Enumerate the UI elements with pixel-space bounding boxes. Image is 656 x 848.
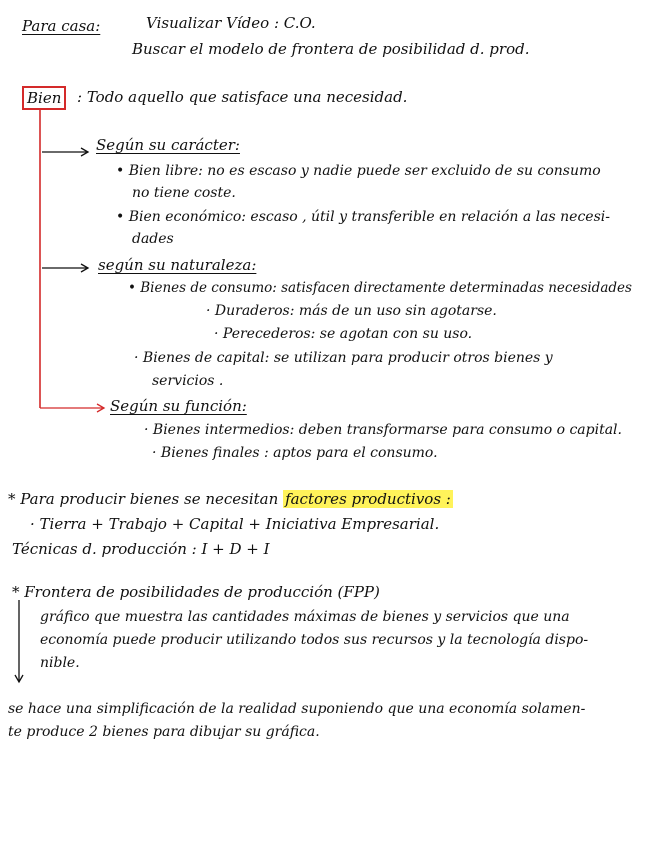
header-task-video: Visualizar Vídeo : C.O. [146,14,316,32]
bienes-perecederos: · Perecederos: se agotan con su uso. [214,326,473,342]
frontera-def-line2: economía puede producir utilizando todos sus recursos y la tecnología dispo- [40,632,589,648]
bien-definition: : Todo aquello que satisface una necesidad. [77,88,408,106]
bienes-intermedios: · Bienes intermedios: deben transformarse para consumo o capital. [144,422,622,438]
bien-libre-line2: no tiene coste. [132,185,236,201]
frontera-def-line1: gráfico que muestra las cantidades máximas de bienes y servicios que una [40,609,570,625]
factores-highlight: factores productivos : [285,490,451,508]
bienes-duraderos: · Duraderos: más de un uso sin agotarse. [206,303,497,319]
arrow-caracter [42,148,88,156]
bien-economico-line1: • Bien económico: escaso , útil y transferible en relación a las necesi- [116,209,610,225]
tecnicas-produccion: Técnicas d. producción : I + D + I [12,540,270,558]
arrow-naturaleza [42,264,88,272]
factores-intro: * Para producir bienes se necesitan [8,490,279,508]
frontera-def-line3: nible. [40,655,80,671]
factores-line [8,490,453,508]
funcion-heading: Según su función: [110,397,247,415]
header-task-frontier: Buscar el modelo de frontera de posibilidad d. prod. [132,40,530,58]
frontera-title: * Frontera de posibilidades de producción (FPP) [12,583,380,601]
simplificacion-line1: se hace una simplificación de la realidad suponiendo que una economía solamen- [8,701,586,717]
bien-economico-line2: dades [132,231,174,247]
bien-term: Bien [27,89,62,107]
arrow-funcion [40,404,104,412]
caracter-heading: Según su carácter: [96,136,240,154]
bien-libre-line1: • Bien libre: no es escaso y nadie puede ser excluido de su consumo [116,163,601,179]
naturaleza-heading: según su naturaleza: [98,256,257,274]
bienes-finales: · Bienes finales : aptos para el consumo. [152,445,438,461]
simplificacion-line2: te produce 2 bienes para dibujar su gráfica. [8,724,320,740]
bienes-capital-line2: servicios . [152,373,224,389]
arrow-frontera-down [15,600,23,682]
factores-list: · Tierra + Trabajo + Capital + Iniciativa Empresarial. [30,515,440,533]
header-label: Para casa: [22,17,101,35]
bienes-consumo: • Bienes de consumo: satisfacen directamente determinadas necesidades [128,280,632,296]
bienes-capital-line1: · Bienes de capital: se utilizan para producir otros bienes y [134,350,553,366]
bien-term-box [22,86,66,110]
